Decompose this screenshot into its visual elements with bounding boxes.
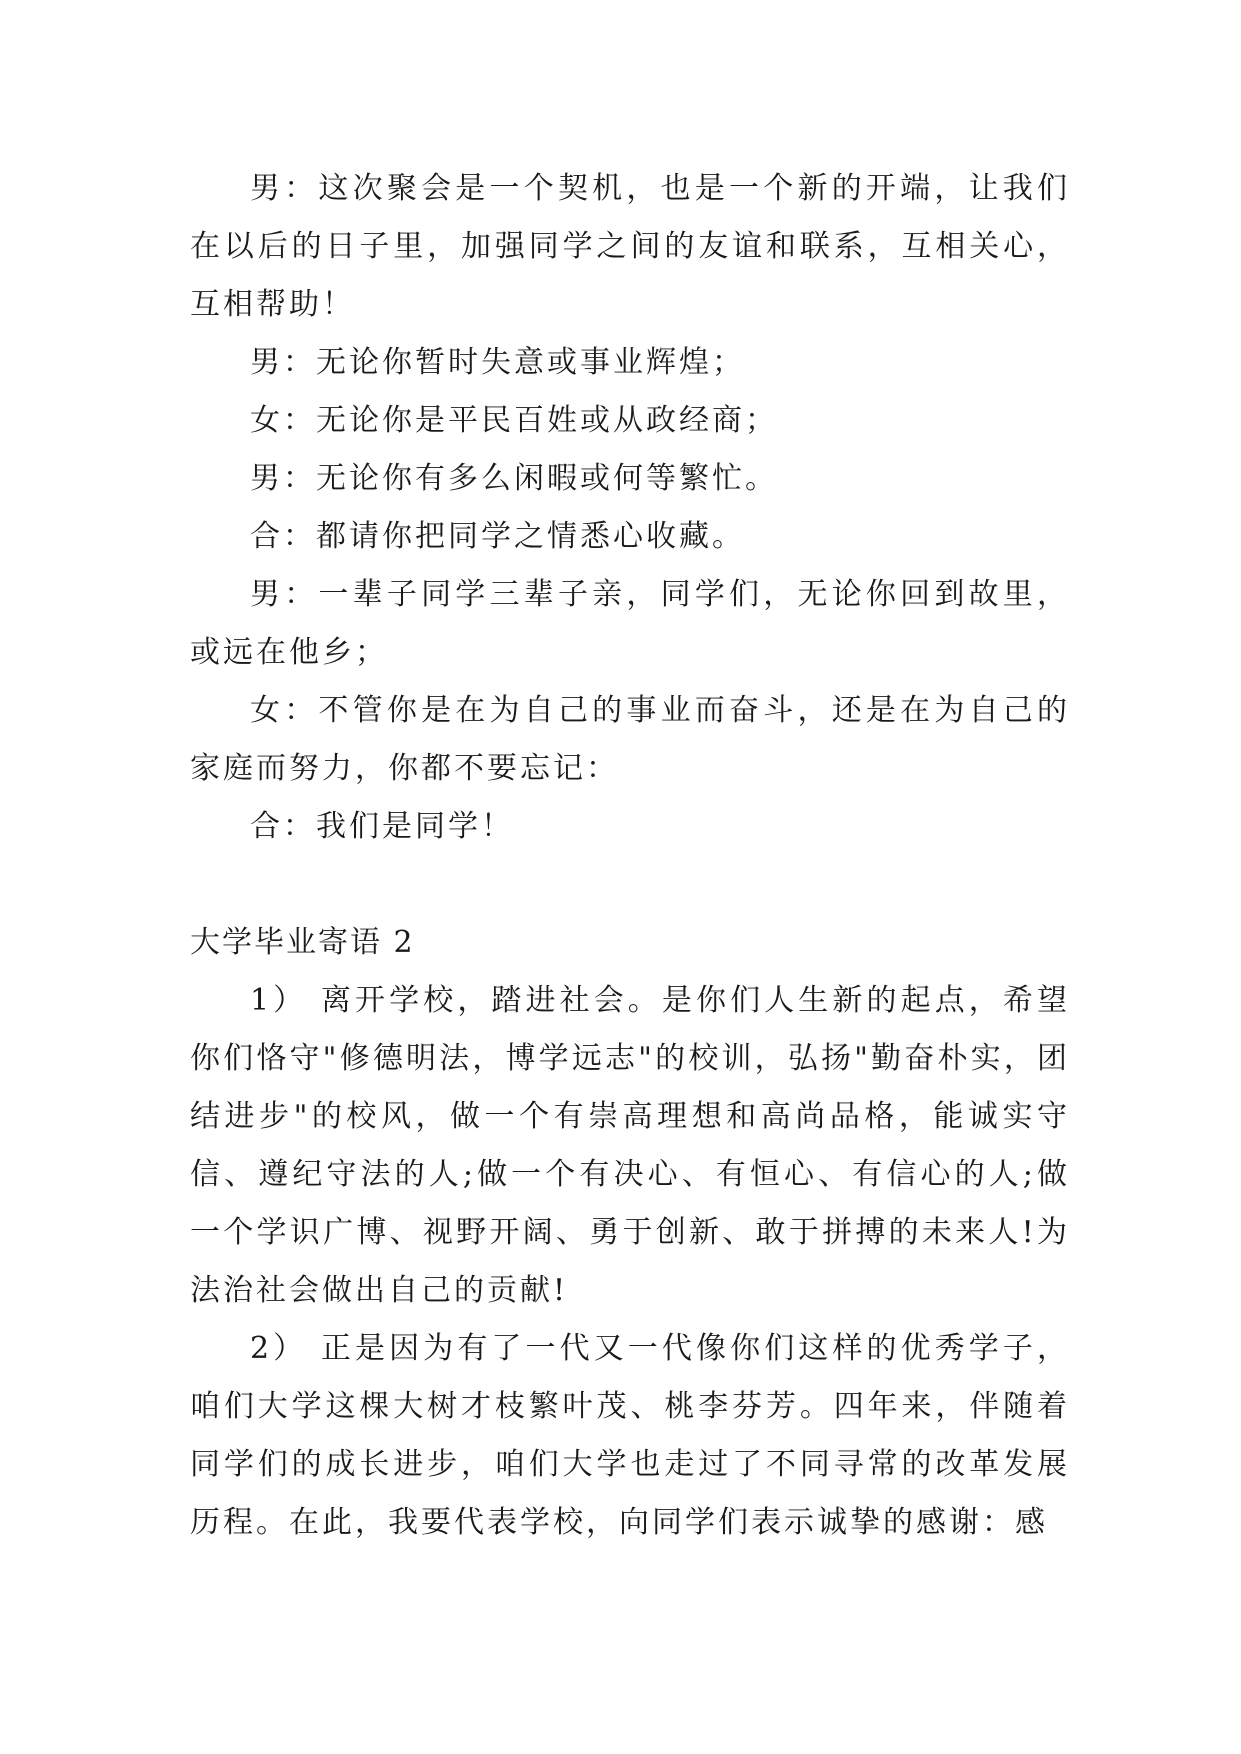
section-heading: 大学毕业寄语 2 bbox=[190, 925, 415, 960]
paragraph-message-2: 2） 正是因为有了一代又一代像你们这样的优秀学子，咱们大学这棵大树才枝繁叶茂、桃李芬芳。四年来，伴随着同学们的成长进步，咱们大学也走过了不同寻常的改革发展历程。在此，我要代表学校，向同学们表示诚挚的感谢：感 bbox=[190, 1331, 1070, 1540]
paragraph-dialogue-7: 女：不管你是在为自己的事业而奋斗，还是在为自己的家庭而努力，你都不要忘记： bbox=[190, 693, 1070, 786]
paragraph-dialogue-5: 合：都请你把同学之情悉心收藏。 bbox=[250, 519, 745, 554]
paragraph-dialogue-1: 男：这次聚会是一个契机，也是一个新的开端，让我们在以后的日子里，加强同学之间的友谊和联系，互相关心，互相帮助！ bbox=[190, 171, 1070, 322]
paragraph-dialogue-3: 女：无论你是平民百姓或从政经商； bbox=[250, 403, 778, 438]
paragraph-dialogue-8: 合：我们是同学！ bbox=[250, 809, 514, 844]
paragraph-message-1: 1） 离开学校，踏进社会。是你们人生新的起点，希望你们恪守"修德明法，博学远志"的校训，弘扬"勤奋朴实，团结进步"的校风，做一个有崇高理想和高尚品格，能诚实守信、遵纪守法的人;做一个有决心、有恒心、有信心的人;做一个学识广博、视野开阔、勇于创新、敢于拼搏的未来人!为法治社会做出自己的贡献! bbox=[190, 983, 1070, 1308]
paragraph-dialogue-2: 男：无论你暂时失意或事业辉煌； bbox=[250, 345, 745, 380]
document-body bbox=[190, 160, 1070, 1552]
paragraph-dialogue-6: 男：一辈子同学三辈子亲，同学们，无论你回到故里，或远在他乡； bbox=[190, 577, 1070, 670]
paragraph-dialogue-4: 男：无论你有多么闲暇或何等繁忙。 bbox=[250, 461, 778, 496]
